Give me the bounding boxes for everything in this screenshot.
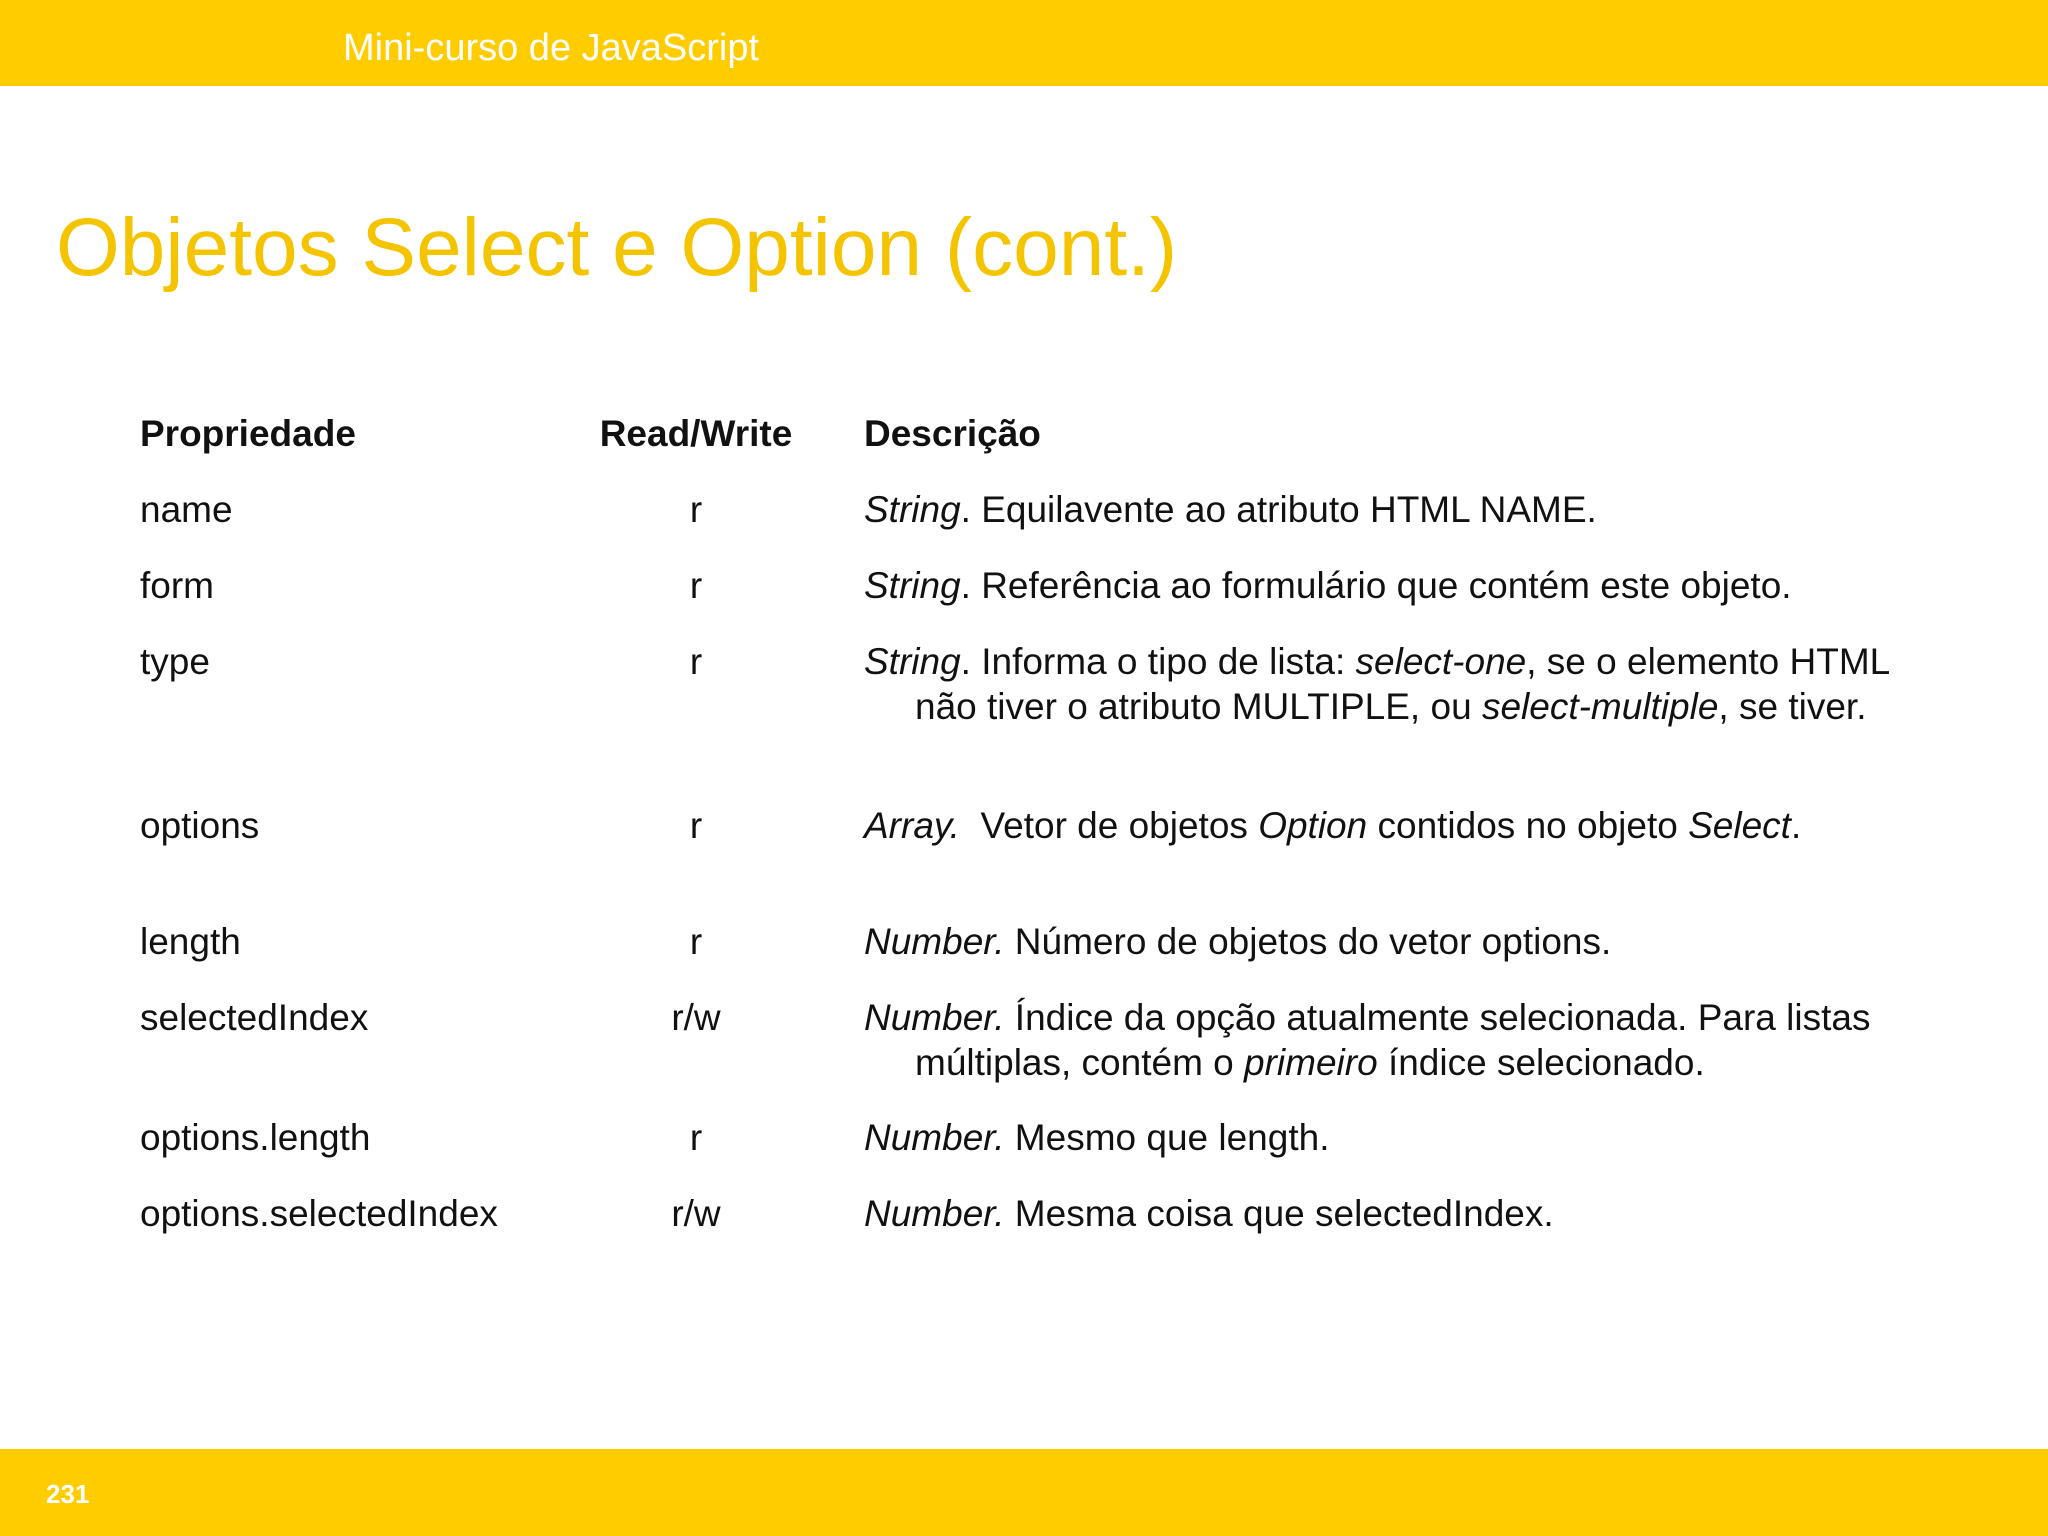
property-access: r xyxy=(689,805,703,846)
property-access: r xyxy=(689,489,703,530)
description-text: . xyxy=(1790,805,1802,846)
property-description xyxy=(864,995,1925,1085)
description-emphasis: Select xyxy=(1688,805,1791,846)
property-description xyxy=(864,487,1925,532)
column-header-description: Descrição xyxy=(864,413,1041,454)
description-type: Number. xyxy=(864,997,1005,1038)
description-emphasis: select-one xyxy=(1355,641,1527,682)
property-name: selectedIndex xyxy=(140,997,369,1038)
description-type: Number. xyxy=(864,1117,1005,1158)
property-description xyxy=(864,1115,1925,1160)
description-text: , se tiver. xyxy=(1718,686,1867,727)
property-access: r/w xyxy=(671,997,721,1038)
property-access: r xyxy=(689,921,703,962)
description-type: Array. xyxy=(864,805,960,846)
description-text: , se o elemento HTML não tiver o atributo MULTIPLE, ou xyxy=(915,641,1889,727)
description-text: contidos no objeto xyxy=(1367,805,1689,846)
property-name: form xyxy=(140,565,214,606)
footer-bar xyxy=(0,1449,2048,1536)
description-type: String xyxy=(864,565,961,606)
property-access: r xyxy=(689,1117,703,1158)
property-name: options.length xyxy=(140,1117,371,1158)
description-type: String xyxy=(864,641,961,682)
description-text: Mesma coisa que selectedIndex. xyxy=(1004,1193,1554,1234)
description-text: Índice da opção atualmente selecionada. Para listas múltiplas, contém o xyxy=(915,997,1871,1083)
property-access: r xyxy=(689,641,703,682)
property-name: type xyxy=(140,641,210,682)
page-number: 231 xyxy=(46,1479,90,1509)
description-emphasis: Option xyxy=(1258,805,1368,846)
property-description xyxy=(864,1191,1925,1236)
description-text: . Referência ao formulário que contém este objeto. xyxy=(960,565,1792,606)
property-access: r xyxy=(689,565,703,606)
description-text: índice selecionado. xyxy=(1377,1042,1705,1083)
description-text: Número de objetos do vetor options. xyxy=(1004,921,1612,962)
description-text: . Equilavente ao atributo HTML NAME. xyxy=(960,489,1597,530)
description-emphasis: select-multiple xyxy=(1481,686,1719,727)
column-header-property: Propriedade xyxy=(140,413,356,454)
course-title: Mini-curso de JavaScript xyxy=(343,27,760,69)
property-description xyxy=(864,803,1925,848)
property-description xyxy=(864,919,1925,964)
description-emphasis: primeiro xyxy=(1244,1042,1378,1083)
property-access: r/w xyxy=(671,1193,721,1234)
slide-title: Objetos Select e Option (cont.) xyxy=(56,202,1178,293)
property-name: options xyxy=(140,805,260,846)
property-description xyxy=(864,639,1925,729)
column-header-read-write: Read/Write xyxy=(599,413,793,454)
description-text: Vetor de objetos xyxy=(959,805,1259,846)
property-name: length xyxy=(140,921,241,962)
description-type: Number. xyxy=(864,921,1005,962)
property-name: options.selectedIndex xyxy=(140,1193,498,1234)
property-description xyxy=(864,563,1925,608)
description-text: Mesmo que length. xyxy=(1004,1117,1330,1158)
description-type: Number. xyxy=(864,1193,1005,1234)
property-name: name xyxy=(140,489,233,530)
header-bar xyxy=(0,0,2048,86)
description-type: String xyxy=(864,489,961,530)
description-text: . Informa o tipo de lista: xyxy=(960,641,1356,682)
